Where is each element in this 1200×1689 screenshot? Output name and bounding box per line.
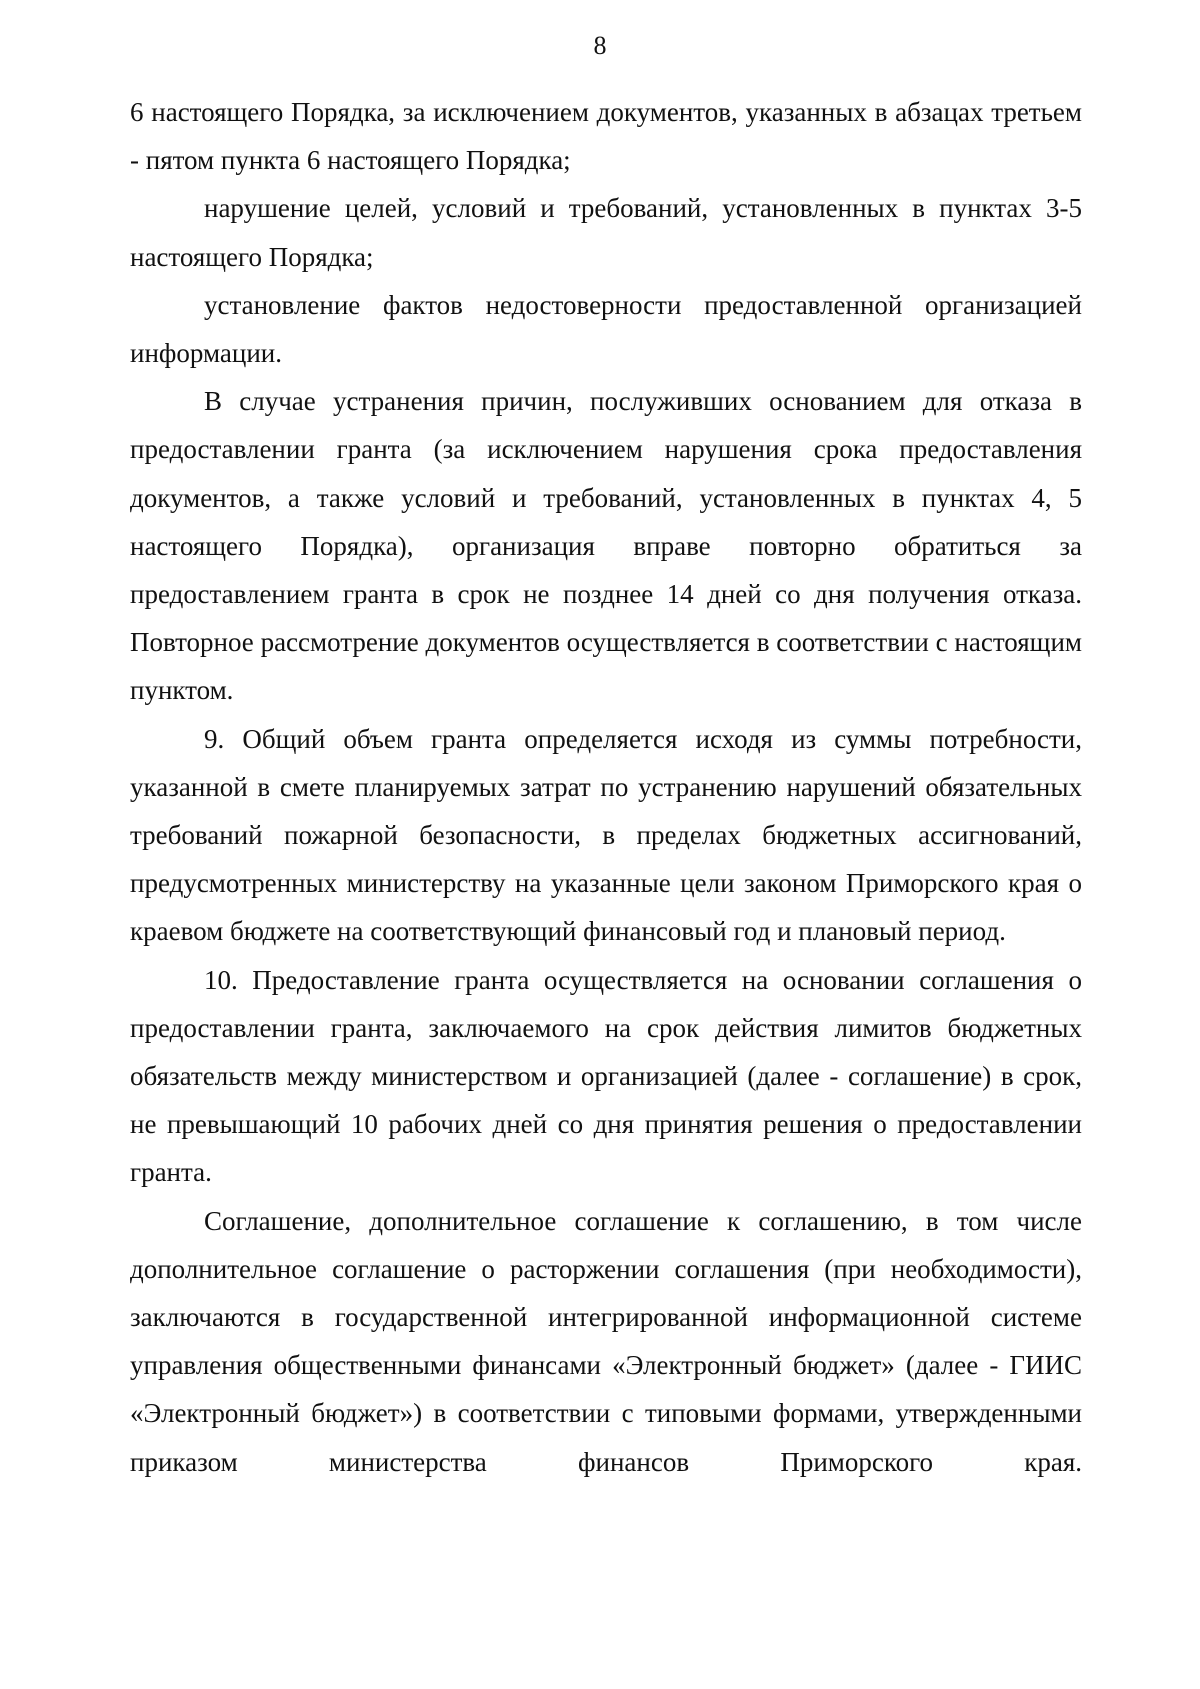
paragraph-item-10: 10. Предоставление гранта осуществляется на основании соглашения о предоставлении гранта, заключаемого на срок действия лимитов бюджетных обязательств между министерством и организацией (далее - соглашение) в срок, не превышающий 10 рабочих дней со дня принятия решения о предоставлении гранта. (130, 964, 1082, 1188)
paragraph-continuation: 6 настоящего Порядка, за исключением документов, указанных в абзацах третьем - пятом пункта 6 настоящего Порядка; (130, 97, 1082, 176)
paragraph-false-information: установление фактов недостоверности предоставленной организацией информации. (130, 289, 1082, 369)
document-body (130, 88, 1082, 1486)
paragraph-item-9: 9. Общий объем гранта определяется исходя из суммы потребности, указанной в смете планируемых затрат по устранению нарушений обязательных требований пожарной безопасности, в пределах бюджетных ассигнований, предусмотренных министерству на указанные цели законом Приморского края о краевом бюджете на соответствующий финансовый год и плановый период. (130, 723, 1082, 947)
page-number: 8 (593, 31, 607, 60)
paragraph-agreement: Соглашение, дополнительное соглашение к соглашению, в том числе дополнительное соглашение о расторжении соглашения (при необходимости), заключаются в государственной интегрированной информационной системе управления общественными финансами «Электронный бюджет» (далее - ГИИС «Электронный бюджет») в соответствии с типовыми формами, утвержденными приказом министерства финансов Приморского края. (130, 1205, 1082, 1477)
paragraph-resubmission: В случае устранения причин, послуживших основанием для отказа в предоставлении гранта (за исключением нарушения срока предоставления документов, а также условий и требований, установленных в пунктах 4, 5 настоящего Порядка), организация вправе повторно обратиться за предоставлением гранта в срок не позднее 14 дней со дня получения отказа. Повторное рассмотрение документов осуществляется в соответствии с настоящим пунктом. (130, 386, 1082, 706)
paragraph-violation-conditions: нарушение целей, условий и требований, установленных в пунктах 3-5 настоящего Порядка; (130, 193, 1082, 272)
